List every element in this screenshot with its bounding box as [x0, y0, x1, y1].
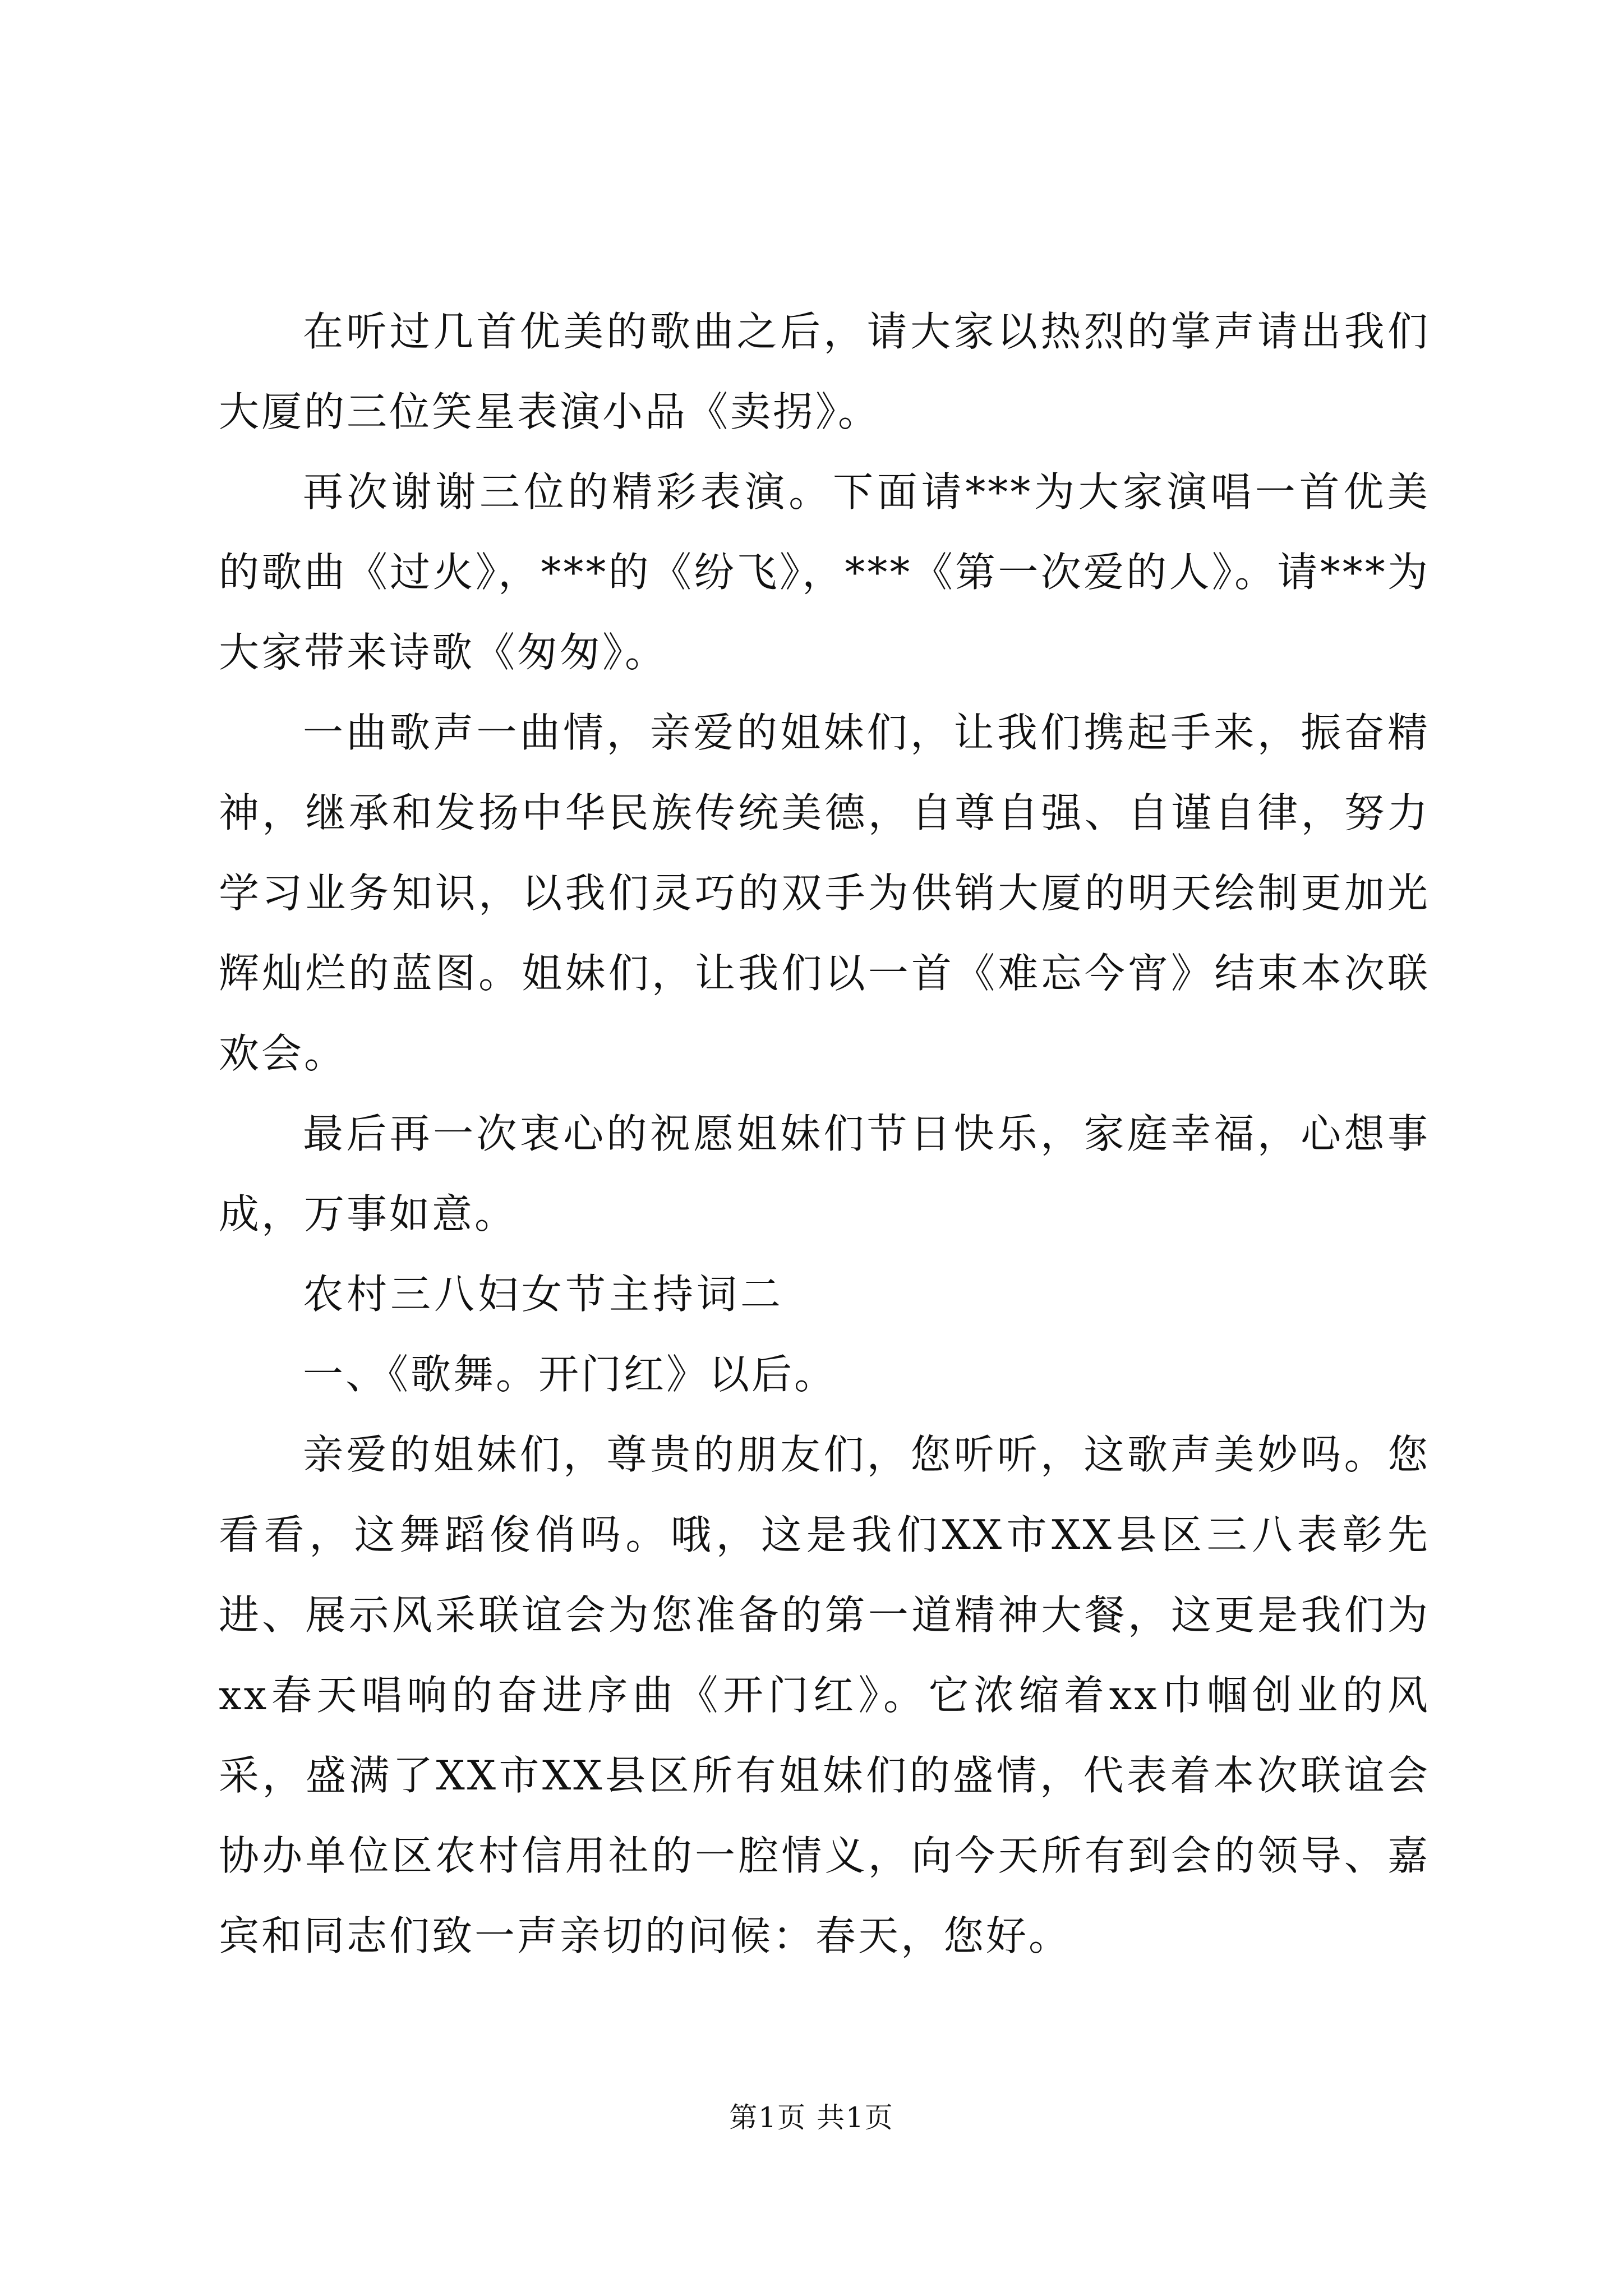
paragraph-3: 一曲歌声一曲情，亲爱的姐妹们，让我们携起手来，振奋精神，继承和发扬中华民族传统美德，自尊自强、自谨自律，努力学习业务知识，以我们灵巧的双手为供销大厦的明天绘制更加光辉灿烂的蓝图。姐妹们，让我们以一首《难忘今宵》结束本次联欢会。 — [219, 709, 1430, 1077]
section-heading: 农村三八妇女节主持词二 — [303, 1271, 785, 1318]
document-body — [219, 292, 1430, 1976]
paragraph-5: 亲爱的姐妹们，尊贵的朋友们，您听听，这歌声美妙吗。您看看，这舞蹈俊俏吗。哦，这是我们XX市XX县区三八表彰先进、展示风采联谊会为您准备的第一道精神大餐，这更是我们为xx春天唱响的奋进序曲《开门红》。它浓缩着xx巾帼创业的风采，盛满了XX市XX县区所有姐妹们的盛情，代表着本次联谊会协办单位区农村信用社的一腔情义，向今天所有到会的领导、嘉宾和同志们致一声亲切的问候：春天，您好。 — [219, 1431, 1430, 1959]
page-footer: 第1页 共1页 — [729, 2101, 894, 2134]
paragraph-4: 最后再一次衷心的祝愿姐妹们节日快乐，家庭幸福，心想事成，万事如意。 — [219, 1110, 1430, 1237]
subsection-heading: 一、《歌舞。开门红》以后。 — [303, 1351, 837, 1398]
paragraph-1: 在听过几首优美的歌曲之后，请大家以热烈的掌声请出我们大厦的三位笑星表演小品《卖拐》。 — [219, 308, 1430, 435]
paragraph-2: 再次谢谢三位的精彩表演。下面请***为大家演唱一首优美的歌曲《过火》，***的《纷飞》，***《第一次爱的人》。请***为大家带来诗歌《匆匆》。 — [219, 468, 1430, 676]
